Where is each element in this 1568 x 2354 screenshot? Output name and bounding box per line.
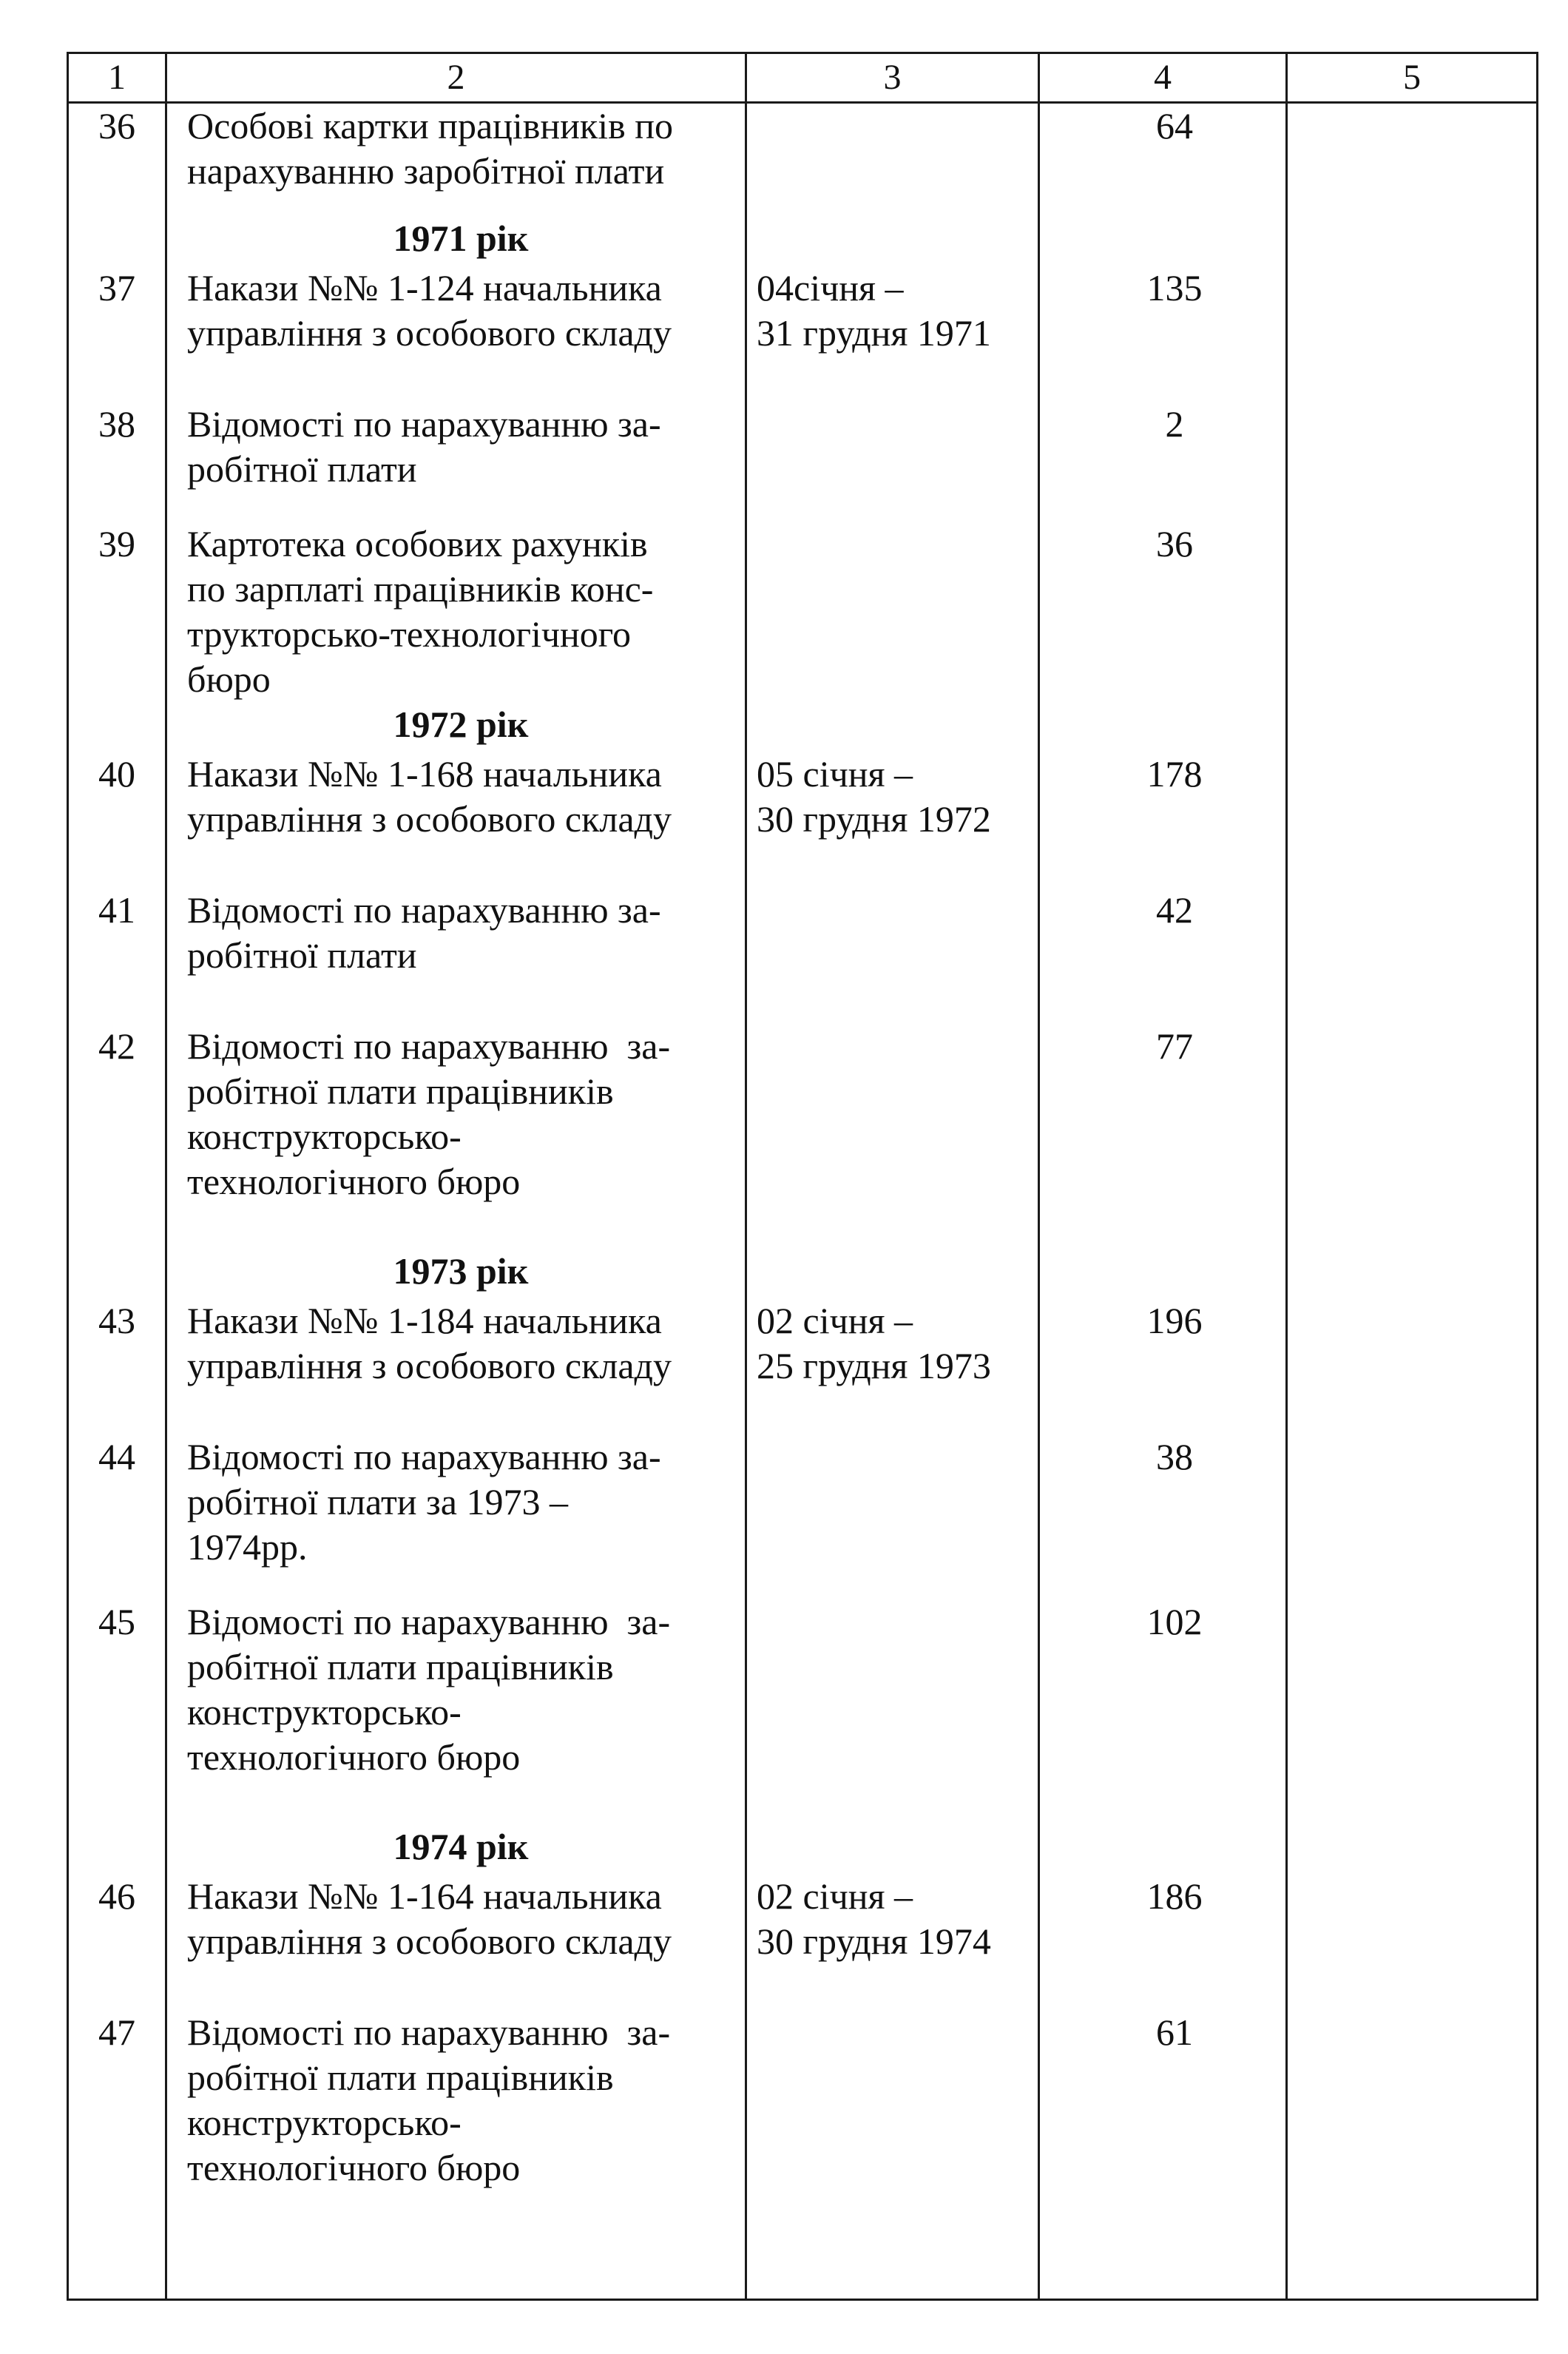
header-col-4: 4 (1154, 58, 1172, 97)
year-heading: 1974 рік (393, 1826, 529, 1867)
row-number: 40 (98, 753, 135, 795)
table-row (69, 888, 1536, 978)
table-row (69, 1024, 1536, 1204)
title-line: Відомості по нарахуванню за- (187, 2011, 671, 2053)
date-line: 30 грудня 1974 (757, 1920, 991, 1962)
title-line: Накази №№ 1-164 начальника (187, 1875, 662, 1917)
row-number: 38 (98, 403, 135, 445)
date-line: 02 січня – (757, 1875, 913, 1917)
title-line: по зарплаті працівників конс- (187, 568, 654, 610)
date-range (757, 1874, 1052, 1964)
title-line: трукторсько-технологічного (187, 613, 632, 655)
title-line: Відомості по нарахуванню за- (187, 403, 661, 445)
table-row (69, 752, 1536, 842)
item-count: 135 (1146, 267, 1203, 308)
table-body (69, 104, 1536, 2191)
item-count: 77 (1156, 1025, 1193, 1067)
document-title (187, 888, 801, 978)
document-title (187, 1298, 801, 1389)
row-number: 43 (98, 1300, 135, 1341)
title-line: робітної плати за 1973 – (187, 1481, 568, 1522)
title-line: 1974рр. (187, 1526, 308, 1568)
title-line: Відомості по нарахуванню за- (187, 1025, 671, 1067)
header-col-5: 5 (1403, 58, 1421, 97)
document-title (187, 104, 801, 194)
table-row (69, 1874, 1536, 1964)
document-title (187, 522, 801, 702)
document-title (187, 752, 801, 842)
document-title (187, 1874, 801, 1964)
date-line: 31 грудня 1971 (757, 312, 991, 354)
row-number: 37 (98, 267, 135, 308)
date-line: 05 січня – (757, 753, 913, 795)
archive-inventory-table (67, 52, 1538, 2301)
title-line: робітної плати (187, 448, 417, 490)
title-line: технологічного бюро (187, 2147, 521, 2188)
title-line: робітної плати працівників (187, 1070, 614, 1112)
row-number: 39 (98, 523, 135, 564)
row-number: 44 (98, 1436, 135, 1477)
title-line: Накази №№ 1-168 начальника (187, 753, 662, 795)
header-col-3: 3 (883, 58, 902, 97)
date-line: 25 грудня 1973 (757, 1345, 991, 1386)
row-number: 42 (98, 1025, 135, 1067)
title-line: конструкторсько- (187, 2102, 462, 2143)
title-line: конструкторсько- (187, 1116, 462, 1157)
table-row (69, 266, 1536, 356)
title-line: робітної плати працівників (187, 2057, 614, 2098)
title-line: технологічного бюро (187, 1161, 521, 1202)
table-row (69, 522, 1536, 702)
row-number: 45 (98, 1601, 135, 1642)
row-number: 47 (98, 2011, 135, 2053)
header-col-1: 1 (108, 58, 126, 97)
row-number: 36 (98, 105, 135, 146)
date-line: 04січня – (757, 267, 904, 308)
date-line: 02 січня – (757, 1300, 913, 1341)
table-row (69, 1599, 1536, 1780)
title-line: конструкторсько- (187, 1691, 462, 1733)
table-row (69, 104, 1536, 194)
table-row (69, 402, 1536, 492)
document-title (187, 1024, 801, 1204)
year-heading: 1971 рік (393, 217, 529, 259)
title-line: Накази №№ 1-124 начальника (187, 267, 662, 308)
document-title (187, 266, 801, 356)
date-range (757, 266, 1052, 356)
document-title (187, 1434, 801, 1570)
date-line: 30 грудня 1972 (757, 798, 991, 840)
item-count: 36 (1156, 523, 1193, 564)
item-count: 196 (1146, 1300, 1203, 1341)
table-row (69, 1434, 1536, 1570)
title-line: Картотека особових рахунків (187, 523, 648, 564)
title-line: робітної плати (187, 934, 417, 976)
title-line: Відомості по нарахуванню за- (187, 889, 661, 931)
title-line: бюро (187, 658, 271, 700)
item-count: 2 (1165, 403, 1184, 445)
item-count: 186 (1146, 1875, 1203, 1917)
item-count: 61 (1156, 2011, 1193, 2053)
date-range (757, 752, 1052, 842)
title-line: Відомості по нарахуванню за- (187, 1601, 671, 1642)
title-line: Особові картки працівників по (187, 105, 673, 146)
table-row (69, 1298, 1536, 1389)
table-row (69, 2010, 1536, 2191)
title-line: Відомості по нарахуванню за- (187, 1436, 661, 1477)
title-line: Накази №№ 1-184 начальника (187, 1300, 662, 1341)
row-number: 41 (98, 889, 135, 931)
year-heading: 1973 рік (393, 1250, 529, 1292)
item-count: 102 (1146, 1601, 1203, 1642)
item-count: 42 (1156, 889, 1193, 931)
title-line: робітної плати працівників (187, 1646, 614, 1687)
document-title (187, 2010, 801, 2191)
item-count: 64 (1156, 105, 1193, 146)
title-line: технологічного бюро (187, 1736, 521, 1778)
row-number: 46 (98, 1875, 135, 1917)
title-line: нарахуванню заробітної плати (187, 150, 665, 192)
title-line: управління з особового складу (187, 312, 672, 354)
title-line: управління з особового складу (187, 1920, 672, 1962)
item-count: 178 (1146, 753, 1203, 795)
document-title (187, 402, 801, 492)
title-line: управління з особового складу (187, 1345, 672, 1386)
title-line: управління з особового складу (187, 798, 672, 840)
year-heading: 1972 рік (393, 704, 529, 745)
date-range (757, 1298, 1052, 1389)
item-count: 38 (1156, 1436, 1193, 1477)
header-col-2: 2 (447, 58, 465, 97)
document-title (187, 1599, 801, 1780)
